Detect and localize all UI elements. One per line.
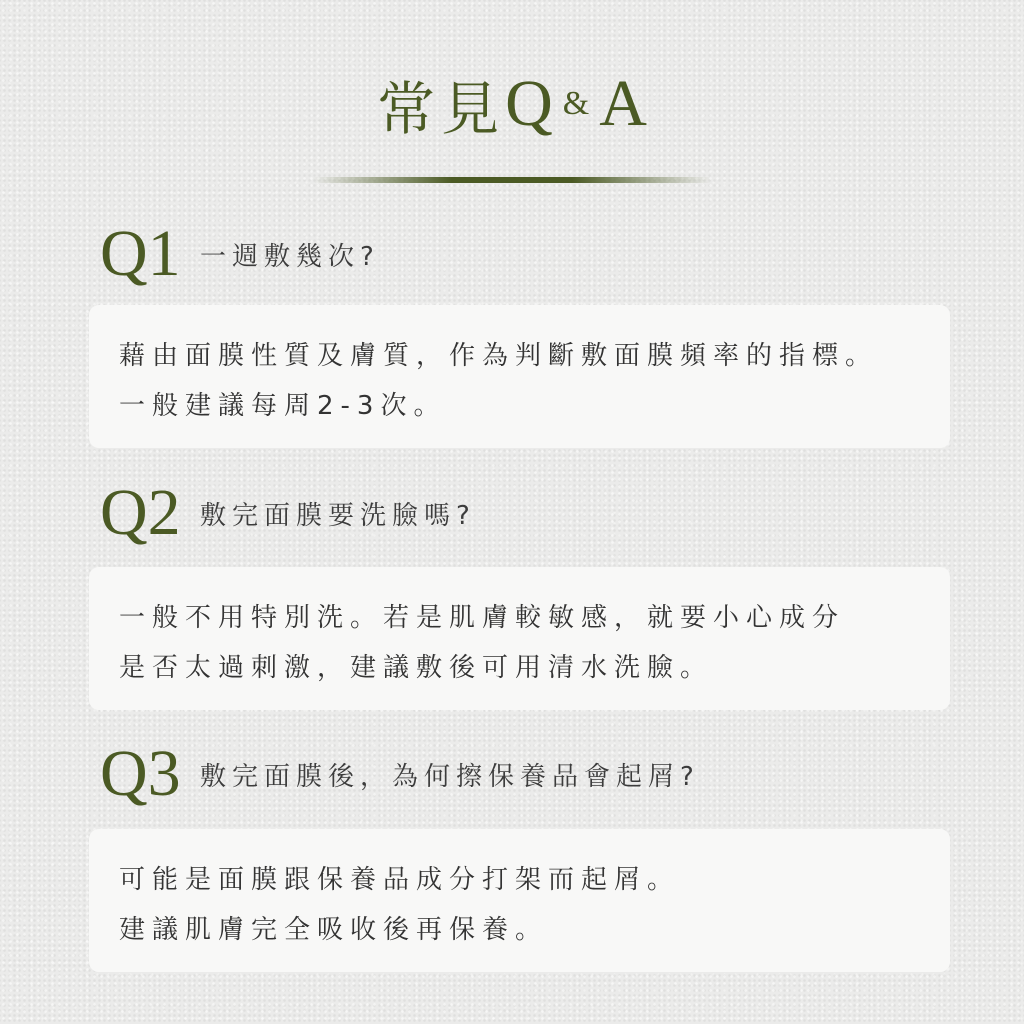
faq-question-1 [100,219,380,289]
faq-answer-card-1 [89,305,950,448]
question-number: Q1 [100,217,181,290]
answer-line: 一般不用特別洗。若是肌膚較敏感，就要小心成分 [119,603,846,633]
faq-answer-card-2 [89,567,950,710]
answer-line: 一般建議每周2-3次。 [119,391,447,421]
faq-question-3 [100,739,700,809]
answer-line: 藉由面膜性質及膚質，作為判斷敷面膜頻率的指標。 [119,341,879,371]
title-cjk: 常見 [377,75,506,143]
question-text: 敷完面膜要洗臉嗎? [200,500,476,531]
answer-line: 是否太過刺激，建議敷後可用清水洗臉。 [119,653,714,683]
faq-question-2 [100,478,476,548]
title-ampersand: & [562,85,590,122]
question-text: 敷完面膜後，為何擦保養品會起屑? [200,761,700,792]
title-a: A [599,67,647,140]
faq-answer-card-3 [89,829,950,972]
title-q: Q [505,67,553,140]
question-number: Q2 [100,476,181,549]
title-divider [312,177,712,183]
question-number: Q3 [100,737,181,810]
question-text: 一週敷幾次? [200,241,380,272]
page-title [0,62,1024,146]
answer-line: 可能是面膜跟保養品成分打架而起屑。 [119,865,681,895]
answer-line: 建議肌膚完全吸收後再保養。 [119,915,549,945]
